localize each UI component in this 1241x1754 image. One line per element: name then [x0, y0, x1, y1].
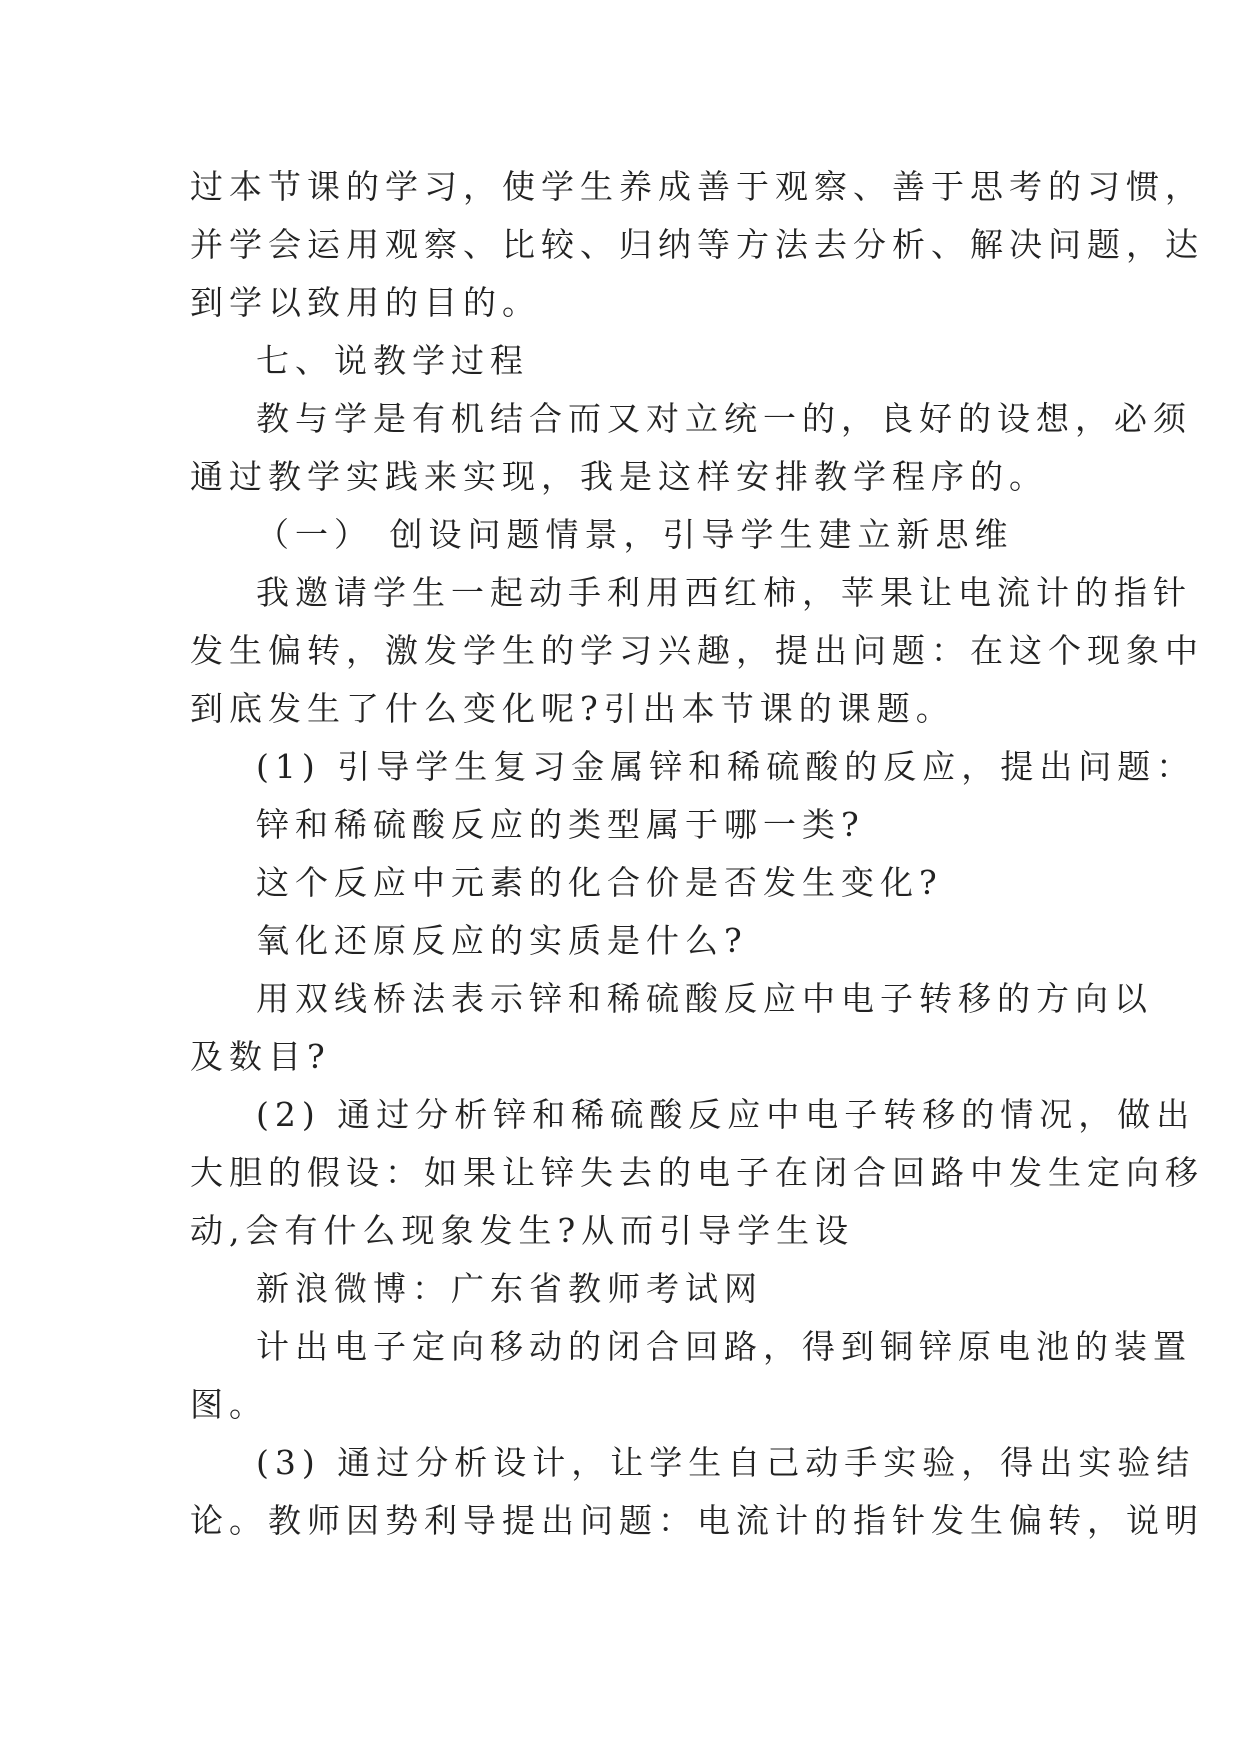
text-line: (1) 引导学生复习金属锌和稀硫酸的反应，提出问题：: [256, 747, 1196, 786]
text-line: 氧化还原反应的实质是什么?: [256, 921, 748, 960]
text-line: 用双线桥法表示锌和稀硫酸反应中电子转移的方向以: [256, 979, 1153, 1018]
text-line: 图。: [190, 1385, 268, 1424]
section-heading: 七、说教学过程: [256, 341, 529, 380]
text-line: 到学以致用的目的。: [190, 283, 541, 322]
text-line: 动,会有什么现象发生?从而引导学生设: [190, 1211, 855, 1250]
text-line: 到底发生了什么变化呢?引出本节课的课题。: [190, 689, 955, 728]
text-line: (3) 通过分析设计，让学生自己动手实验，得出实验结: [256, 1443, 1196, 1482]
text-line: 及数目?: [190, 1037, 331, 1076]
text-line: 发生偏转，激发学生的学习兴趣，提出问题：在这个现象中: [190, 631, 1204, 670]
text-line: 这个反应中元素的化合价是否发生变化?: [256, 863, 943, 902]
text-line: 通过教学实践来实现，我是这样安排教学程序的。: [190, 457, 1048, 496]
text-line: 计出电子定向移动的闭合回路，得到铜锌原电池的装置: [256, 1327, 1192, 1366]
text-line: 锌和稀硫酸反应的类型属于哪一类?: [256, 805, 865, 844]
text-line: 过本节课的学习，使学生养成善于观察、善于思考的习惯，: [190, 167, 1204, 206]
text-line: 大胆的假设：如果让锌失去的电子在闭合回路中发生定向移: [190, 1153, 1204, 1192]
text-line: 新浪微博：广东省教师考试网: [256, 1269, 763, 1308]
subsection-heading: （一） 创设问题情景，引导学生建立新思维: [256, 515, 1014, 554]
text-line: 我邀请学生一起动手利用西红柿，苹果让电流计的指针: [256, 573, 1192, 612]
text-line: 并学会运用观察、比较、归纳等方法去分析、解决问题，达: [190, 225, 1204, 264]
text-line: 论。教师因势利导提出问题：电流计的指针发生偏转，说明: [190, 1501, 1204, 1540]
text-line: 教与学是有机结合而又对立统一的，良好的设想，必须: [256, 399, 1192, 438]
text-line: (2) 通过分析锌和稀硫酸反应中电子转移的情况，做出: [256, 1095, 1196, 1134]
